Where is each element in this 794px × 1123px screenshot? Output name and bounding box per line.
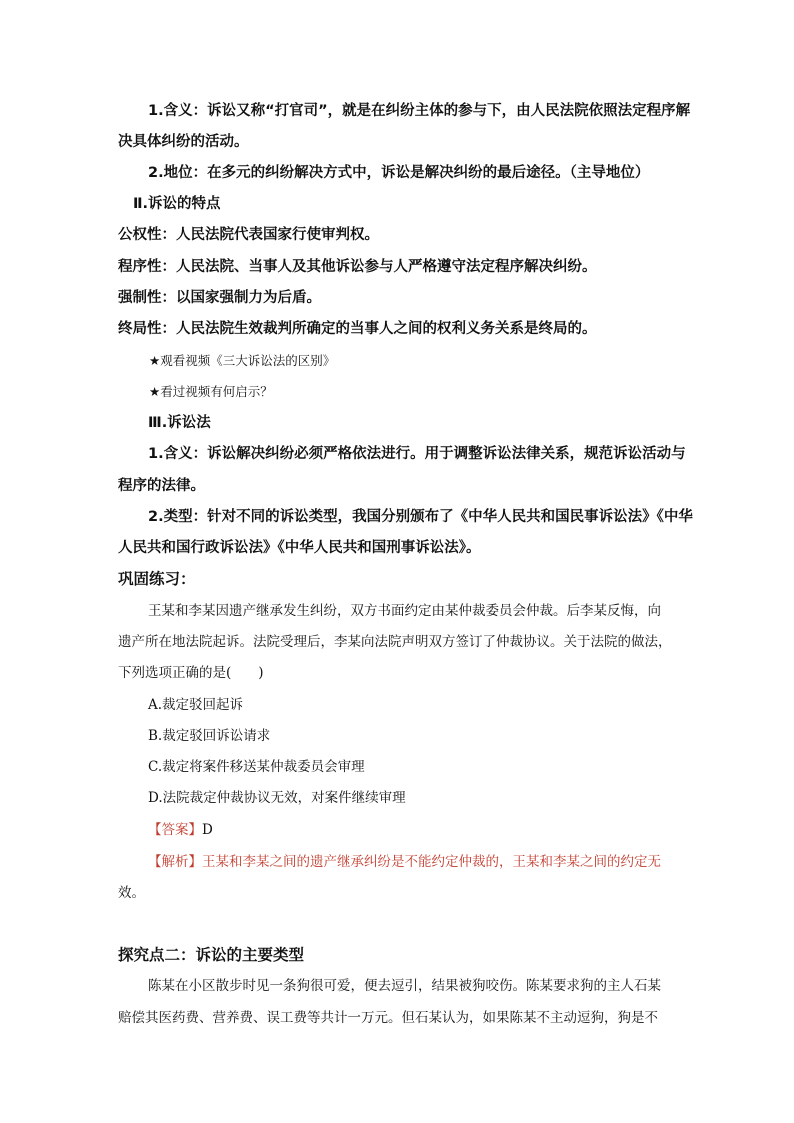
answer-label: 【答案】 bbox=[148, 822, 202, 838]
option-a: A.裁定驳回起诉 bbox=[148, 697, 244, 713]
procedural-law-types-line-2: 人民共和国行政诉讼法》《中华人民共和国刑事诉讼法》。 bbox=[118, 540, 481, 556]
litigation-meaning-line-1: 1.含义：诉讼又称“打官司”，就是在纠纷主体的参与下，由人民法院依照法定程序解 bbox=[148, 103, 691, 119]
feature-public-power: 公权性：人民法院代表国家行使审判权。 bbox=[118, 227, 379, 243]
answer-line bbox=[148, 820, 213, 840]
option-d: D.法院裁定仲裁协议无效，对案件继续审理 bbox=[148, 790, 406, 806]
video-question-note: ★看过视频有何启示？ bbox=[149, 384, 273, 399]
feature-procedural: 程序性：人民法院、当事人及其他诉讼参与人严格遵守法定程序解决纠纷。 bbox=[118, 259, 597, 275]
procedural-law-types-line-1: 2.类型：针对不同的诉讼类型，我国分别颁布了《中华人民共和国民事诉讼法》《中华 bbox=[148, 509, 693, 525]
answer-value: D bbox=[202, 822, 213, 838]
question-line-3: 下列选项正确的是( ) bbox=[118, 665, 264, 681]
exercise-title: 巩固练习： bbox=[118, 570, 196, 588]
inquiry-text-line-1: 陈某在小区散步时见一条狗很可爱，便去逗引，结果被狗咬伤。陈某要求狗的主人石某 bbox=[148, 978, 661, 994]
analysis-label: 【解析】 bbox=[148, 854, 202, 870]
feature-finality: 终局性：人民法院生效裁判所确定的当事人之间的权利义务关系是终局的。 bbox=[118, 321, 597, 337]
video-watch-note: ★观看视频《三大诉讼法的区别》 bbox=[149, 353, 336, 368]
inquiry-heading: 探究点二：诉讼的主要类型 bbox=[118, 946, 305, 964]
option-c: C.裁定将案件移送某仲裁委员会审理 bbox=[148, 759, 365, 775]
analysis-line-2: 效。 bbox=[118, 885, 145, 901]
procedural-law-meaning-line-2: 程序的法律。 bbox=[118, 478, 205, 494]
option-b: B.裁定驳回诉讼请求 bbox=[148, 728, 271, 744]
question-line-2: 遗产所在地法院起诉。法院受理后，李某向法院声明双方签订了仲裁协议。关于法院的做法， bbox=[118, 634, 672, 650]
procedural-law-heading: Ⅲ.诉讼法 bbox=[148, 415, 211, 431]
inquiry-text-line-2: 赔偿其医药费、营养费、误工费等共计一万元。但石某认为，如果陈某不主动逗狗，狗是不 bbox=[118, 1010, 658, 1026]
procedural-law-meaning-line-1: 1.含义：诉讼解决纠纷必须严格依法进行。用于调整诉讼法律关系，规范诉讼活动与 bbox=[148, 446, 686, 462]
question-line-1: 王某和李某因遗产继承发生纠纷，双方书面约定由某仲裁委员会仲裁。后李某反悔，向 bbox=[148, 603, 661, 619]
feature-coercive: 强制性：以国家强制力为后盾。 bbox=[118, 290, 321, 306]
litigation-status: 2.地位：在多元的纠纷解决方式中，诉讼是解决纠纷的最后途径。（主导地位） bbox=[148, 165, 650, 181]
analysis-line-1 bbox=[148, 852, 661, 872]
litigation-meaning-line-2: 决具体纠纷的活动。 bbox=[118, 134, 249, 150]
analysis-text-1: 王某和李某之间的遗产继承纠纷是不能约定仲裁的，王某和李某之间的约定无 bbox=[202, 854, 661, 870]
features-heading: Ⅱ.诉讼的特点 bbox=[133, 196, 221, 212]
